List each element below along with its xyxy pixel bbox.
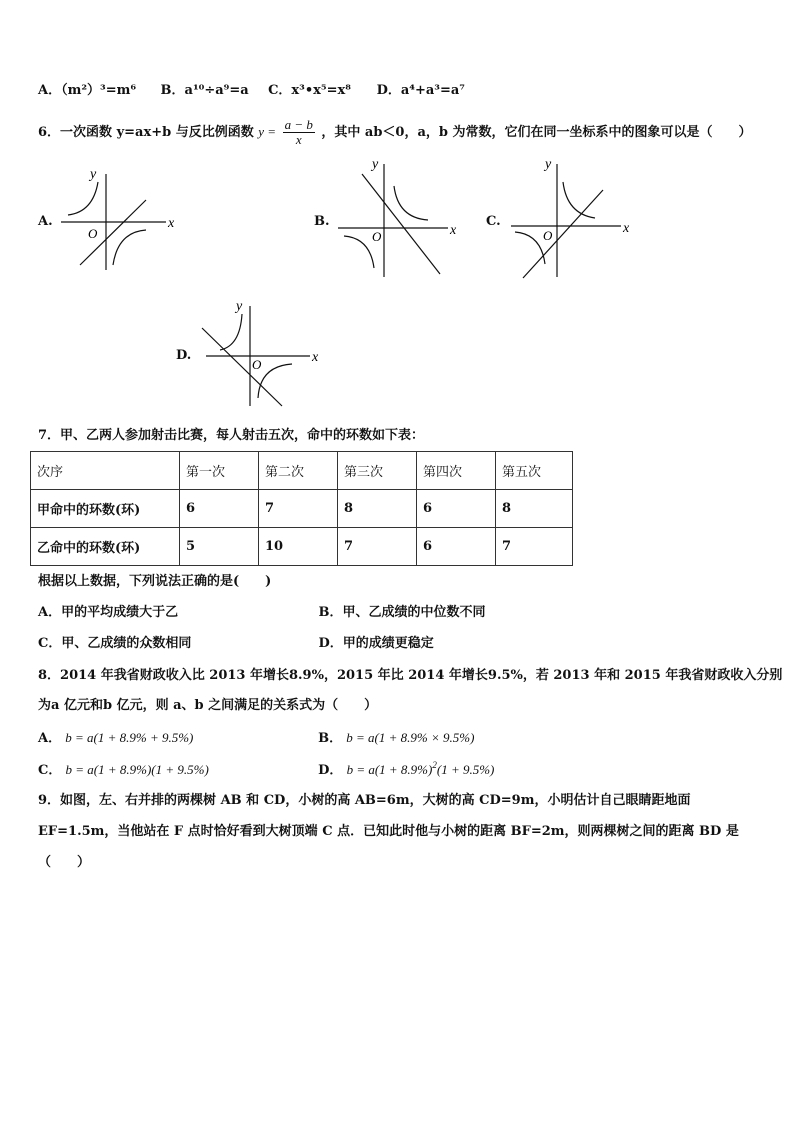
q8-option-c-formula: b = a(1 + 8.9%)(1 + 9.5%) <box>65 762 209 777</box>
q7-options-row1 <box>38 604 486 622</box>
q8-option-d-label: D． <box>318 763 343 778</box>
q6-graph-c-label: C. <box>486 214 501 229</box>
q8-options-row1 <box>38 729 474 748</box>
table-cell: 7 <box>259 490 338 528</box>
q6-graph-d-x: x <box>312 350 319 365</box>
q8-option-b-formula: b = a(1 + 8.9% × 9.5%) <box>346 730 475 745</box>
q8-option-a-formula: b = a(1 + 8.9% + 9.5%) <box>65 730 194 745</box>
q6-graph-a <box>58 160 188 280</box>
q8-option-a-label: A． <box>38 731 62 746</box>
q6-graph-d <box>196 294 326 414</box>
q5-option-a: A．（m²）³=m⁶ <box>38 83 137 98</box>
q7-option-a: A．甲的平均成绩大于乙 <box>38 605 179 620</box>
q6-graph-b <box>332 152 462 282</box>
q8-option-d-formula-tail: (1 + 9.5%) <box>436 762 495 777</box>
table-cell: 6 <box>180 490 259 528</box>
q8-stem-line2: 为a 亿元和b 亿元，则 a、b 之间满足的关系式为（ ） <box>38 698 378 713</box>
q6-graph-a-label: A. <box>38 214 53 229</box>
q5-options <box>38 82 465 100</box>
q6-graph-c-origin: O <box>543 228 553 243</box>
table-cell: 7 <box>338 528 417 566</box>
q6-graph-a-x: x <box>168 216 175 231</box>
q9-stem-line1: 9．如图，左、右并排的两棵树 AB 和 CD，小树的高 AB=6m，大树的高 CD=9m，小明估计自己眼睛距地面 <box>38 793 691 808</box>
q8-stem-line1: 8．2014 年我省财政收入比 2013 年增长8.9%，2015 年比 2014 年增长9.5%，若 2013 年和 2015 年我省财政收入分别 <box>38 668 783 683</box>
table-header-cell: 第一次 <box>180 452 259 490</box>
q5-option-d: D．a⁴+a³=a⁷ <box>376 83 466 98</box>
q6-formula-lhs: y = <box>258 124 277 139</box>
q6-graph-c-y: y <box>545 157 552 172</box>
q6-graph-a-origin: O <box>88 226 98 241</box>
q9-stem-line2: EF=1.5m，当他站在 F 点时恰好看到大树顶端 C 点．已知此时他与小树的距离 BF=2m，则两棵树之间的距离 BD 是 <box>38 824 739 839</box>
q6-graph-b-y: y <box>372 157 379 172</box>
table-header-cell: 第四次 <box>417 452 496 490</box>
q8-option-b-label: B． <box>318 731 343 746</box>
table-header-cell: 第二次 <box>259 452 338 490</box>
q7-score-table <box>30 451 573 566</box>
q6-graph-d-y: y <box>236 299 243 314</box>
table-header-cell: 第三次 <box>338 452 417 490</box>
q7-option-c: C．甲、乙成绩的众数相同 <box>38 636 192 651</box>
q7-option-d: D．甲的成绩更稳定 <box>318 636 434 651</box>
q7-stem: 7．甲、乙两人参加射击比赛，每人射击五次，命中的环数如下表： <box>38 428 425 443</box>
q6-graph-b-x: x <box>450 223 457 238</box>
q6-stem <box>38 118 752 147</box>
q8-option-d-formula <box>347 762 495 777</box>
q6-prefix: 6．一次函数 y=ax+b 与反比例函数 <box>38 125 254 140</box>
table-cell: 8 <box>496 490 573 528</box>
table-cell: 7 <box>496 528 573 566</box>
table-header-cell: 第五次 <box>496 452 573 490</box>
q8-option-d-formula-exponent: 2 <box>432 760 437 770</box>
q6-graph-c <box>505 152 635 282</box>
q5-option-c: C．x³•x⁵=x⁸ <box>268 83 351 98</box>
q5-option-b: B．a¹⁰÷a⁹=a <box>160 83 249 98</box>
q6-suffix: ，其中 ab＜0，a，b 为常数，它们在同一坐标系中的图象可以是（ ） <box>321 125 752 140</box>
table-header-cell: 次序 <box>31 452 180 490</box>
q6-graph-b-label: B. <box>314 214 330 229</box>
q6-graph-d-origin: O <box>252 357 262 372</box>
q9-stem-line3: （ ） <box>38 855 91 870</box>
q7-question: 根据以上数据，下列说法正确的是( ) <box>38 574 272 589</box>
q6-graph-c-x: x <box>623 221 630 236</box>
q8-option-d-formula-base: b = a(1 + 8.9%) <box>346 762 433 777</box>
table-cell: 6 <box>417 490 496 528</box>
table-row-label: 乙命中的环数(环) <box>31 528 180 566</box>
table-row <box>31 528 573 566</box>
table-row <box>31 452 573 490</box>
table-cell: 8 <box>338 490 417 528</box>
table-row <box>31 490 573 528</box>
q8-options-row2 <box>38 761 494 780</box>
q8-option-c-label: C． <box>38 763 62 778</box>
q6-fraction-denominator: x <box>295 132 302 147</box>
q7-options-row2 <box>38 635 434 653</box>
table-cell: 6 <box>417 528 496 566</box>
q6-graph-d-label: D. <box>176 348 192 363</box>
q6-graph-a-y: y <box>90 167 97 182</box>
table-row-label: 甲命中的环数(环) <box>31 490 180 528</box>
table-cell: 5 <box>180 528 259 566</box>
q6-fraction-numerator: a − b <box>284 117 313 132</box>
q6-fraction <box>283 118 315 147</box>
q7-option-b: B．甲、乙成绩的中位数不同 <box>318 605 486 620</box>
q6-graph-b-origin: O <box>372 229 382 244</box>
table-cell: 10 <box>259 528 338 566</box>
